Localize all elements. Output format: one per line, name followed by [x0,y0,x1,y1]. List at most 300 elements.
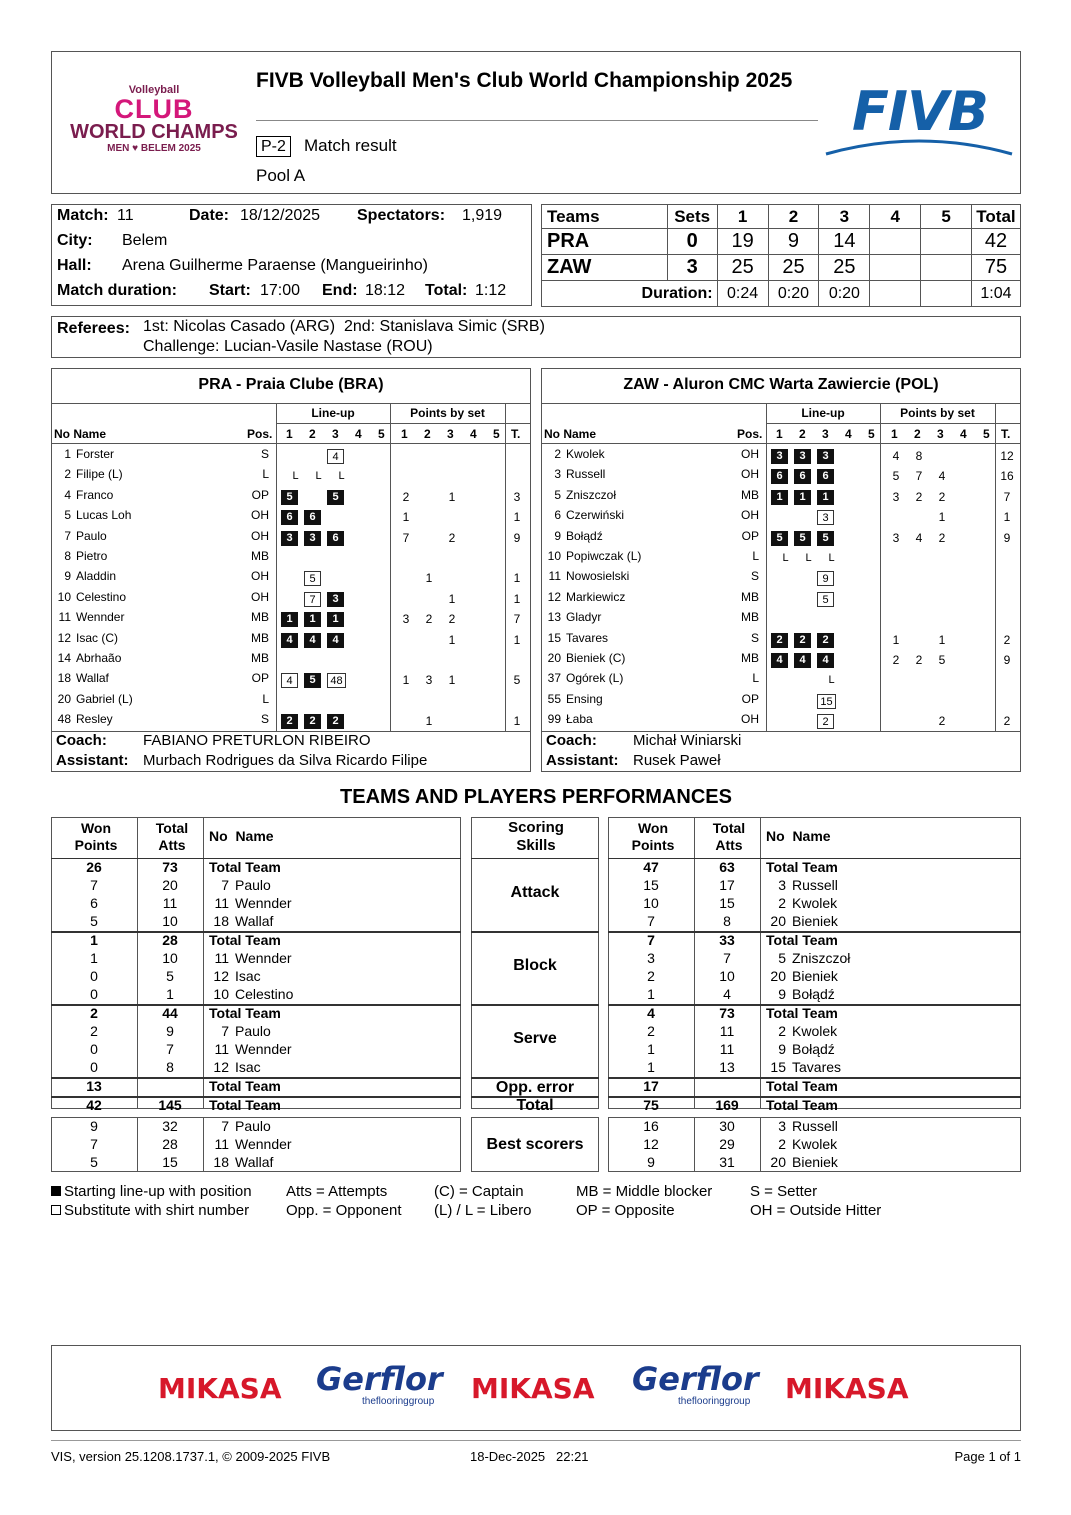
lineup-position: 5 [817,592,834,607]
perf-atts: 1 [166,986,174,1002]
player-row [51,671,531,691]
player-name: Ogórek (L) [566,671,624,686]
player-name: Paulo [76,528,107,543]
player-position: MB [741,589,759,604]
player-row [541,529,1021,549]
player-row [541,610,1021,630]
perf-atts: 31 [719,1154,735,1170]
perf-name: Wallaf [235,913,274,929]
lineup-position: L [828,674,835,687]
no-name-header: No Name [544,427,597,441]
perf-no: 18 [213,913,229,929]
perf-name: Bieniek [792,913,838,929]
gerflor-logo-1: Gerflor theflooringgroup [316,1360,443,1407]
skill-label: Serve [513,1030,557,1047]
set-points: 4 [892,449,900,463]
lineup-position: 2 [771,633,788,648]
lineup-position: 2 [327,714,344,729]
player-position: OH [251,589,269,604]
perf-won: 0 [90,1059,98,1075]
player-position: OH [741,447,759,461]
set-points: 2 [892,653,900,667]
lineup-position: L [315,470,322,483]
set-points: 2 [915,653,923,667]
perf-atts: 32 [162,1118,178,1134]
perf-name: Bieniek [792,1154,838,1170]
perf-atts: 10 [719,968,735,984]
player-row [51,488,531,508]
player-name: Kwolek [566,447,605,461]
lineup-position: 6 [817,469,834,484]
perf-won: 15 [643,877,659,893]
match-info: Match: 11 Date: 18/12/2025 Spectators: 1,919 City: Belem Hall: Arena Guilherme Paraense (Mangueirinho) Match duration: Start: 17:00 End: 18:12 Total: 1:12 [57,207,507,299]
player-row [51,610,531,630]
club-world-champs-logo: Volleyball CLUB WORLD CHAMPS MEN ♥ BELEM 2025 [70,84,238,154]
perf-won: 1 [647,986,655,1002]
set-points: 7 [915,469,923,484]
set-points: 1 [425,714,433,729]
perf-won: 26 [86,859,102,875]
set-points: 1 [938,632,946,647]
set-points: 1 [892,632,900,647]
perf-name: Isac [235,1059,261,1075]
perf-no: 7 [221,1023,229,1039]
perf-won: 1 [90,950,98,966]
player-number: 3 [554,467,561,482]
perf-name: Kwolek [792,1136,838,1152]
spectators: 1,919 [462,207,503,224]
pos-header: Pos. [737,427,763,441]
perf-name: Total Team [209,859,281,875]
player-position: OP [741,528,759,543]
player-name: Popiwczak (L) [566,549,642,563]
perf-name: Total Team [766,932,838,948]
player-name: Czerwiński [566,508,625,523]
skill-label: Opp. error [495,1079,575,1096]
lineup-position: 5 [794,531,811,546]
performances-title: TEAMS AND PLAYERS PERFORMANCES [340,786,732,808]
total-points: 1 [513,632,521,647]
player-number: 6 [554,508,561,523]
perf-name: Total Team [766,859,838,875]
player-name: Franco [76,487,114,502]
player-name: Russell [566,467,606,482]
player-row [541,467,1021,487]
set-points: 2 [938,489,946,504]
player-row [541,488,1021,508]
coach-name: FABIANO PRETURLON RIBEIRO [143,732,371,749]
perf-won: 17 [643,1078,659,1094]
player-number: 7 [64,528,71,543]
lineup-position: 1 [771,490,788,505]
lineup-position: 4 [327,449,344,464]
perf-name: Total Team [766,1005,838,1021]
set-points: 1 [448,673,456,688]
set-points: 1 [448,632,456,647]
lineup-position: 4 [794,653,811,668]
perf-name: Total Team [209,1097,281,1113]
player-number: 18 [57,671,71,686]
footer-date: 18-Dec-2025 22:21 [470,1449,589,1464]
player-row [51,508,531,528]
total-points: 1 [513,591,521,606]
substitute-legend-icon [51,1205,61,1215]
player-name: Lucas Loh [76,508,132,523]
lineup-position: 5 [304,673,321,688]
set-points: 3 [892,489,900,504]
set-points: 1 [402,673,410,688]
lineup-position: 6 [771,469,788,484]
set-points: 1 [448,489,456,504]
player-number: 37 [547,671,561,686]
set-points: 2 [915,489,923,504]
total-points: 5 [513,673,521,688]
lineup-position: 3 [817,510,834,525]
player-row [51,692,531,712]
referees-line2: Challenge: Lucian-Vasile Nastase (ROU) [143,338,433,355]
lineup-position: L [292,470,299,483]
footer-page: Page 1 of 1 [954,1449,1021,1464]
perf-atts: 33 [719,932,735,948]
total-header: T. [511,427,521,441]
player-number: 10 [547,549,561,563]
lineup-position: 4 [327,633,344,648]
perf-name: Total Team [766,1078,838,1094]
total-points: 2 [1003,632,1011,647]
pos-header: Pos. [247,427,273,441]
perf-atts: 13 [719,1059,735,1075]
player-position: OP [251,671,269,686]
page-title: FIVB Volleyball Men's Club World Championship 2025 [256,69,793,92]
player-position: OP [251,487,269,502]
player-name: Pietro [76,549,108,563]
perf-name: Zniszczoł [792,950,851,966]
perf-name: Bołądź [792,986,835,1002]
perf-no: 12 [213,1059,229,1075]
perf-no: 20 [770,968,786,984]
perf-no: 11 [214,895,229,911]
perf-no: 2 [778,1023,786,1039]
perf-won: 0 [90,968,98,984]
lineup-position: 5 [817,531,834,546]
perf-no: 12 [213,968,229,984]
assistant-name: Murbach Rodrigues da Silva Ricardo Filipe [143,752,428,769]
set-points: 2 [448,612,456,627]
lineup-position: 5 [304,571,321,586]
perf-atts: 15 [162,1154,178,1170]
legend: Starting line-up with position Substitute with shirt number Atts = Attempts Opp. = Opponent (C) = Captain (L) / L = Libero MB = Middle blocker OP = Opposite S = Setter OH = Outside Hitter [51,1183,1021,1223]
perf-no: 18 [213,1154,229,1170]
player-position: MB [741,487,759,502]
player-position: OH [251,508,269,523]
perf-name: Wallaf [235,1154,274,1170]
player-name: Gladyr [566,610,602,625]
lineup-position: L [338,470,345,483]
perf-atts: 28 [162,1136,178,1152]
lineup-position: 6 [794,469,811,484]
lineup-position: 6 [304,510,321,525]
player-name: Abrhaão [76,651,122,665]
perf-won: 75 [643,1097,659,1113]
player-position: MB [251,549,269,563]
coach-label: Coach: [546,732,597,749]
set-points: 4 [915,530,923,545]
city: Belem [122,232,168,249]
player-number: 13 [547,610,561,625]
total-time: 1:12 [475,282,507,299]
assistant-label: Assistant: [56,752,129,769]
perf-name: Bołądź [792,1041,835,1057]
player-row [541,692,1021,712]
score-row-pra: PRA 0 19 9 14 42 [542,229,1021,255]
lineup-position: 2 [794,633,811,648]
set-points: 1 [425,571,433,586]
skill-label: Attack [510,884,560,901]
player-number: 4 [64,487,71,502]
set-points: 1 [938,510,946,525]
perf-atts: 15 [719,895,735,911]
player-number: 14 [57,651,71,665]
player-position: OP [741,691,759,706]
skill-label: Block [513,957,557,974]
lineup-position: 5 [327,490,344,505]
perf-name: Paulo [235,877,271,893]
set-points: 1 [448,591,456,606]
perf-no: 10 [213,986,229,1002]
lineup-position: 1 [327,612,344,627]
team-title: ZAW - Aluron CMC Warta Zawiercie (POL) [623,376,939,393]
total-points: 1 [513,510,521,525]
lineup-position: 6 [281,510,298,525]
player-number: 20 [547,651,561,665]
player-name: Bieniek (C) [566,651,626,665]
player-position: MB [251,651,269,665]
perf-atts: 8 [723,913,731,929]
player-row [51,712,531,732]
footer-rule [51,1440,1021,1441]
perf-no: 9 [778,986,786,1002]
perf-name: Wennder [235,895,292,911]
perf-name: Russell [792,1118,838,1134]
player-number: 48 [57,712,71,727]
perf-name: Isac [235,968,261,984]
total-points: 7 [513,612,521,627]
referees-line1: 1st: Nicolas Casado (ARG) 2nd: Stanislava Simic (SRB) [143,318,545,335]
lineup-position: 3 [794,449,811,464]
lineup-position: 48 [327,673,346,688]
player-position: OH [741,467,759,482]
player-name: Łaba [566,712,593,727]
total-header: T. [1001,427,1011,441]
perf-no: 9 [778,1041,786,1057]
set-points: 5 [892,469,900,484]
perf-atts: 63 [719,859,735,875]
perf-won: 2 [90,1005,98,1021]
set-points: 2 [938,714,946,729]
perf-won: 2 [647,968,655,984]
perf-won: 9 [90,1118,98,1134]
set-points: 2 [402,489,410,504]
skill-label: Total [516,1097,554,1114]
perf-won: 2 [90,1023,98,1039]
title-underline [256,120,818,121]
perf-no: 2 [778,1136,786,1152]
player-name: Aladdin [76,569,117,584]
total-points: 9 [513,530,521,545]
player-row [51,447,531,467]
perf-no: 2 [778,895,786,911]
perf-won: 7 [647,913,655,929]
player-row [51,569,531,589]
lineup-position: 2 [304,714,321,729]
player-position: MB [251,610,269,625]
total-points: 3 [513,489,521,504]
player-row [51,651,531,671]
doc-code: P-2 [256,136,291,157]
perf-won: 0 [90,986,98,1002]
perf-won: 3 [647,950,655,966]
perf-name: Total Team [209,1005,281,1021]
coach-name: Michał Winiarski [633,732,742,749]
perf-won: 10 [643,895,659,911]
perf-name: Paulo [235,1023,271,1039]
assistant-name: Rusek Paweł [633,752,721,769]
perf-won: 1 [90,932,98,948]
score-header-row: Teams Sets 1 2 3 4 5 Total [542,205,1021,229]
perf-no: 7 [221,877,229,893]
total-points: 12 [1000,449,1014,463]
player-row [541,712,1021,732]
perf-won: 1 [647,1059,655,1075]
perf-won: 7 [90,1136,98,1152]
lineup-position: 4 [281,633,298,648]
player-position: MB [741,610,759,625]
perf-no: 11 [214,1136,229,1152]
starting-lineup-legend-icon [51,1186,61,1196]
player-number: 12 [547,589,561,604]
total-points: 2 [1003,714,1011,729]
player-name: Markiewicz [566,589,626,604]
perf-name: Celestino [235,986,294,1002]
perf-atts: 29 [719,1136,735,1152]
perf-atts: 11 [719,1023,735,1039]
perf-no: 20 [770,913,786,929]
lineup-position: 2 [281,714,298,729]
lineup-position: 6 [327,531,344,546]
player-position: L [752,549,759,563]
set-points: 2 [425,612,433,627]
perf-won: 42 [86,1097,102,1113]
total-points: 9 [1003,653,1011,667]
assistant-label: Assistant: [546,752,619,769]
perf-atts: 11 [719,1041,735,1057]
lineup-position: 4 [817,653,834,668]
perf-won: 2 [647,1023,655,1039]
perf-name: Total Team [766,1097,838,1113]
lineup-position: 4 [771,653,788,668]
perf-name: Wennder [235,1041,292,1057]
perf-atts: 11 [162,895,178,911]
end-time: 18:12 [365,282,406,299]
perf-won: 6 [90,895,98,911]
perf-atts: 9 [166,1023,174,1039]
perf-name: Bieniek [792,968,838,984]
perf-won: 7 [647,932,655,948]
lineup-position: 5 [281,490,298,505]
player-position: OH [251,569,269,584]
mikasa-logo-2: MIKASA [471,1372,595,1405]
player-number: 5 [554,487,561,502]
perf-no: 7 [221,1118,229,1134]
player-number: 12 [57,630,71,645]
player-row [541,508,1021,528]
perf-name: Wennder [235,1136,292,1152]
referees-label: Referees: [57,320,130,337]
player-row [541,671,1021,691]
perf-name: Russell [792,877,838,893]
player-name: Zniszczoł [566,487,617,502]
lineup-position: L [805,552,812,564]
player-number: 1 [64,447,71,461]
perf-atts: 7 [166,1041,174,1057]
player-number: 5 [64,508,71,523]
gerflor-logo-2: Gerflor theflooringgroup [632,1360,759,1407]
set-points: 3 [425,673,433,688]
points-header: Points by set [410,406,485,420]
player-name: Isac (C) [76,630,118,645]
player-name: Ensing [566,691,603,706]
mikasa-logo-1: MIKASA [158,1372,282,1405]
perf-atts: 10 [162,913,178,929]
player-name: Celestino [76,589,127,604]
pool-label: Pool A [256,166,306,185]
player-position: S [260,447,269,461]
player-position: OH [741,712,759,727]
perf-name: Wennder [235,950,292,966]
player-name: Forster [76,447,115,461]
perf-won: 16 [643,1118,659,1134]
fivb-wordmark: FIVB [852,80,988,143]
player-row [541,651,1021,671]
perf-atts: 73 [162,859,178,875]
player-name: Resley [76,712,113,727]
player-row [51,549,531,569]
lineup-position: 2 [817,633,834,648]
perf-name: Tavares [792,1059,842,1075]
perf-won: 4 [647,1005,655,1021]
player-position: OH [741,508,759,523]
set-points: 1 [402,510,410,525]
perf-atts: 169 [715,1097,739,1113]
player-name: Tavares [566,630,609,645]
match-number: 11 [117,207,134,224]
skill-label: Best scorers [486,1136,584,1153]
perf-won: 7 [90,877,98,893]
total-points: 1 [1003,510,1011,525]
player-number: 55 [547,691,561,706]
player-position: S [260,712,269,727]
perf-won: 5 [90,1154,98,1170]
set-points: 3 [402,612,410,627]
perf-atts: 8 [166,1059,174,1075]
player-number: 8 [64,549,71,563]
points-header: Points by set [900,406,975,420]
player-position: OH [251,528,269,543]
player-row [541,590,1021,610]
total-points: 1 [513,714,521,729]
player-row [51,631,531,651]
perf-no: 5 [778,950,786,966]
